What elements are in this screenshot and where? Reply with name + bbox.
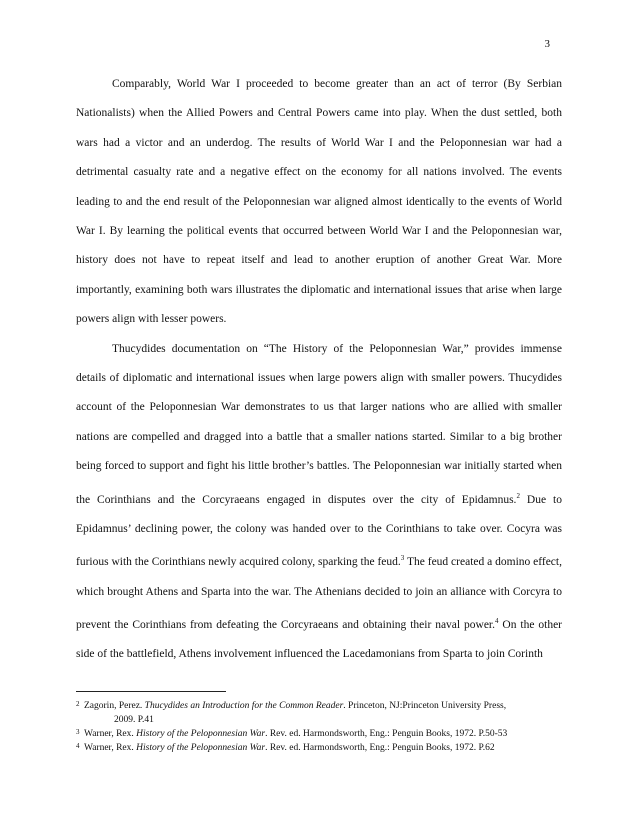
- body-text: [76, 70, 562, 670]
- footnote-rest: . Rev. ed. Harmondsworth, Eng.: Penguin Books, 1972. P.50-53: [265, 729, 508, 739]
- footnote-rest: . Rev. ed. Harmondsworth, Eng.: Penguin Books, 1972. P.62: [265, 743, 495, 753]
- footnote-ref-2[interactable]: 2: [516, 491, 520, 500]
- footnote-continuation: 2009. P.41: [114, 715, 154, 725]
- footnote-rest: . Princeton, NJ:Princeton University Press,: [343, 701, 507, 711]
- paragraph-2-part-2: Due to Epidamnus’ declining power, the colony was handed over to the Corinthians to take over. Cocyra was furious with the Corinthians newly acquired colony, sparking the feud.: [76, 493, 562, 569]
- paragraph-1: Comparably, World War I proceeded to become greater than an act of terror (By Serbian Nationalists) when the Allied Powers and Central Powers came into play. When the dust settled, both wars had a victor and an underdog. The results of World War I and the Peloponnesian war had a detrimental casualty rate and a negative effect on the economy for all nations involved. The events leading to and the end result of the Peloponnesian war aligned almost identically to the events of World War I. By learning the political events that occurred between World War I and the Peloponnesian war, history does not have to repeat itself and lead to another eruption of another Great War. More importantly, examining both wars illustrates the diplomatic and international issues that arise when large powers align with lesser powers.: [76, 78, 562, 326]
- footnote-author: Warner, Rex.: [84, 729, 137, 739]
- footnote-title: History of the Peloponnesian War: [136, 743, 266, 753]
- paragraph-2-part-1: Thucydides documentation on “The History of the Peloponnesian War,” provides immense details of diplomatic and international issues when large powers align with smaller powers. Thucydides account of the Peloponnesian War demonstrates to us that larger nations who are allied with smaller nations are compelled and dragged into a battle that a smaller nations started. Similar to a big brother being forced to support and fight his little brother’s battles. The Peloponnesian war initially started when the Corinthians and the Corcyraeans engaged in disputes over the city of Epidamnus.: [76, 342, 562, 506]
- footnote-4: [76, 741, 566, 755]
- footnote-number: 4: [76, 742, 80, 750]
- footnote-number: 2: [76, 700, 80, 708]
- footnote-number: 3: [76, 728, 80, 736]
- footnote-ref-4[interactable]: 4: [495, 616, 499, 625]
- footnote-2: [76, 699, 566, 727]
- paragraph-2-part-4: On the other side of the battlefield, Athens involvement influenced the Lacedamonians from Sparta to join Corinth: [76, 618, 562, 661]
- footnote-title: Thucydides an Introduction for the Common Reader: [144, 701, 344, 711]
- footnote-3: [76, 727, 566, 741]
- page-number: 3: [544, 38, 550, 50]
- footnote-author: Zagorin, Perez.: [84, 701, 145, 711]
- footnote-title: History of the Peloponnesian War: [136, 729, 266, 739]
- footnote-ref-3[interactable]: 3: [400, 554, 405, 563]
- footnote-author: Warner, Rex.: [84, 743, 137, 753]
- paragraph-2: [76, 335, 562, 670]
- footnotes: [76, 699, 566, 755]
- paragraph-2-part-3: The feud created a domino effect, which brought Athens and Sparta into the war. The Athenians decided to join an alliance with Corcyra to prevent the Corinthians from defeating the Corcyraeans and obtaining their naval power.: [76, 556, 562, 631]
- footnote-separator: [76, 691, 226, 692]
